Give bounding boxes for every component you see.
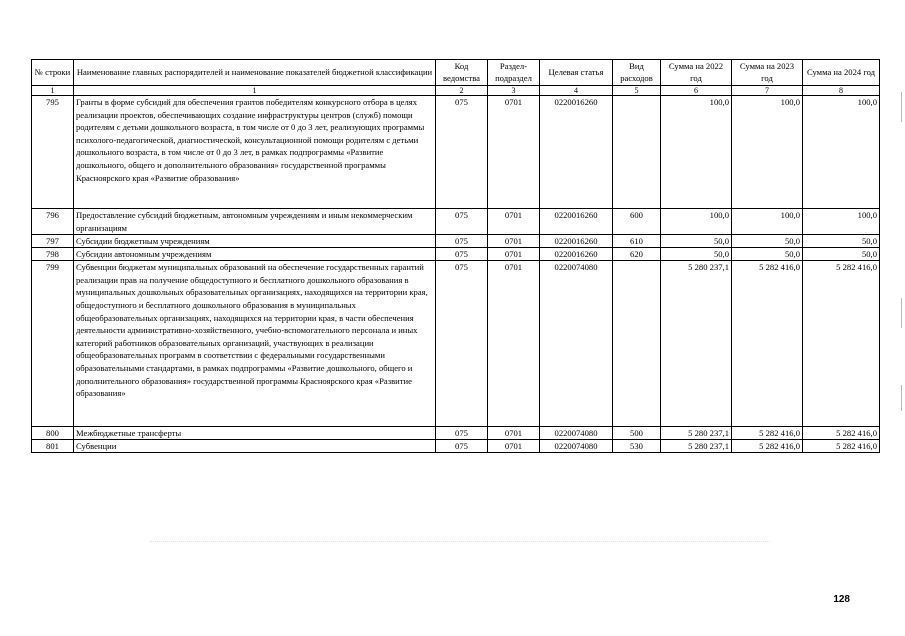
- column-number: 1: [74, 86, 436, 96]
- table-row: [32, 440, 880, 453]
- row-target: 0220016260: [540, 96, 613, 209]
- header-section: Раздел-подраздел: [488, 60, 540, 86]
- row-sum-2022: 5 280 237,1: [661, 427, 732, 440]
- row-expense-type: [613, 261, 661, 427]
- column-number: 2: [436, 86, 488, 96]
- column-number: 8: [803, 86, 880, 96]
- row-sum-2024: 50,0: [803, 248, 880, 261]
- row-target: 0220016260: [540, 235, 613, 248]
- header-target: Целевая статья: [540, 60, 613, 86]
- row-expense-type: 530: [613, 440, 661, 453]
- table-row: [32, 209, 880, 235]
- header-expense-type: Вид расходов: [613, 60, 661, 86]
- header-name: Наименование главных распорядителей и наименование показателей бюджетной классификации: [74, 60, 436, 86]
- budget-table: [31, 59, 880, 453]
- row-sum-2023: 5 282 416,0: [732, 261, 803, 427]
- row-expense-type: 610: [613, 235, 661, 248]
- column-number: 6: [661, 86, 732, 96]
- row-target: 0220074080: [540, 427, 613, 440]
- scan-edge-mark: [901, 385, 902, 411]
- row-sum-2023: 50,0: [732, 235, 803, 248]
- row-name: Субвенции: [74, 440, 436, 453]
- table-row: [32, 427, 880, 440]
- row-name: Межбюджетные трансферты: [74, 427, 436, 440]
- row-name: Субсидии бюджетным учреждениям: [74, 235, 436, 248]
- row-sum-2022: 50,0: [661, 235, 732, 248]
- row-sum-2024: 100,0: [803, 209, 880, 235]
- row-sum-2023: 5 282 416,0: [732, 440, 803, 453]
- header-row-no: № строки: [32, 60, 74, 86]
- row-sum-2024: 5 282 416,0: [803, 440, 880, 453]
- row-sum-2023: 100,0: [732, 96, 803, 209]
- row-section: 0701: [488, 248, 540, 261]
- column-number: 4: [540, 86, 613, 96]
- row-expense-type: 600: [613, 209, 661, 235]
- table-row: [32, 235, 880, 248]
- row-dept-code: 075: [436, 440, 488, 453]
- row-name: Субсидии автономным учреждениям: [74, 248, 436, 261]
- row-number: 798: [32, 248, 74, 261]
- row-sum-2024: 5 282 416,0: [803, 261, 880, 427]
- row-sum-2022: 100,0: [661, 209, 732, 235]
- scan-edge-mark: [901, 298, 902, 328]
- header-sum-2024: Сумма на 2024 год: [803, 60, 880, 86]
- row-sum-2024: 100,0: [803, 96, 880, 209]
- column-number: 3: [488, 86, 540, 96]
- row-sum-2022: 5 280 237,1: [661, 440, 732, 453]
- row-section: 0701: [488, 96, 540, 209]
- scan-edge-mark: [901, 92, 902, 122]
- row-name: Субвенции бюджетам муниципальных образований на обеспечение государственных гарантий реализации прав на получение общедоступного и бесплатного дошкольного образования в муниципальных дошкольных образовательных организациях, находящихся на территории края, общедоступного и бесплатного дошкольного образования в муниципальных общеобразовательных организациях, находящихся на территории края, в части обеспечения деятельности административно-хозяйственного, учебно-вспомогательного персонала и иных категорий работников образовательных организаций, участвующих в реализации общеобразовательных программ в соответствии с федеральными государственными образовательными стандартами, в рамках подпрограммы «Развитие дошкольного, общего и дополнительного образования» государственной программы Красноярского края «Развитие образования»: [74, 261, 436, 427]
- row-target: 0220074080: [540, 261, 613, 427]
- row-expense-type: [613, 96, 661, 209]
- row-dept-code: 075: [436, 248, 488, 261]
- row-dept-code: 075: [436, 235, 488, 248]
- header-dept-code: Код ведомства: [436, 60, 488, 86]
- row-expense-type: 620: [613, 248, 661, 261]
- column-number-row: [32, 86, 880, 96]
- row-sum-2023: 100,0: [732, 209, 803, 235]
- header-sum-2023: Сумма на 2023 год: [732, 60, 803, 86]
- scan-dust-line: [150, 541, 770, 543]
- column-number: 1: [32, 86, 74, 96]
- row-sum-2022: 50,0: [661, 248, 732, 261]
- table-row: [32, 248, 880, 261]
- row-dept-code: 075: [436, 209, 488, 235]
- column-number: 5: [613, 86, 661, 96]
- row-section: 0701: [488, 261, 540, 427]
- row-number: 799: [32, 261, 74, 427]
- row-name: Предоставление субсидий бюджетным, автономным учреждениям и иным некоммерческим организациям: [74, 209, 436, 235]
- row-sum-2024: 5 282 416,0: [803, 427, 880, 440]
- row-target: 0220074080: [540, 440, 613, 453]
- row-number: 797: [32, 235, 74, 248]
- row-sum-2023: 5 282 416,0: [732, 427, 803, 440]
- row-number: 796: [32, 209, 74, 235]
- header-sum-2022: Сумма на 2022 год: [661, 60, 732, 86]
- row-target: 0220016260: [540, 209, 613, 235]
- row-sum-2023: 50,0: [732, 248, 803, 261]
- header-row: [32, 60, 880, 86]
- row-section: 0701: [488, 427, 540, 440]
- row-section: 0701: [488, 440, 540, 453]
- row-dept-code: 075: [436, 427, 488, 440]
- row-sum-2024: 50,0: [803, 235, 880, 248]
- row-sum-2022: 5 280 237,1: [661, 261, 732, 427]
- page-number: 128: [833, 594, 850, 605]
- row-number: 795: [32, 96, 74, 209]
- row-expense-type: 500: [613, 427, 661, 440]
- row-target: 0220016260: [540, 248, 613, 261]
- row-sum-2022: 100,0: [661, 96, 732, 209]
- row-number: 801: [32, 440, 74, 453]
- table-row: [32, 261, 880, 427]
- table-row: [32, 96, 880, 209]
- row-section: 0701: [488, 235, 540, 248]
- row-dept-code: 075: [436, 261, 488, 427]
- column-number: 7: [732, 86, 803, 96]
- row-section: 0701: [488, 209, 540, 235]
- row-dept-code: 075: [436, 96, 488, 209]
- row-number: 800: [32, 427, 74, 440]
- row-name: Гранты в форме субсидий для обеспечения грантов победителям конкурсного отбора в целях реализации проектов, обеспечивающих создание инфраструктуры центров (служб) помощи родителям с детьми дошкольного возраста, в том числе от 0 до 3 лет, реализующих программы психолого-педагогической, диагностической, консультационной помощи родителям с детьми дошкольного возраста, в том числе от 0 до 3 лет, в рамках подпрограммы «Развитие дошкольного, общего и дополнительного образования» государственной программы Красноярского края «Развитие образования»: [74, 96, 436, 209]
